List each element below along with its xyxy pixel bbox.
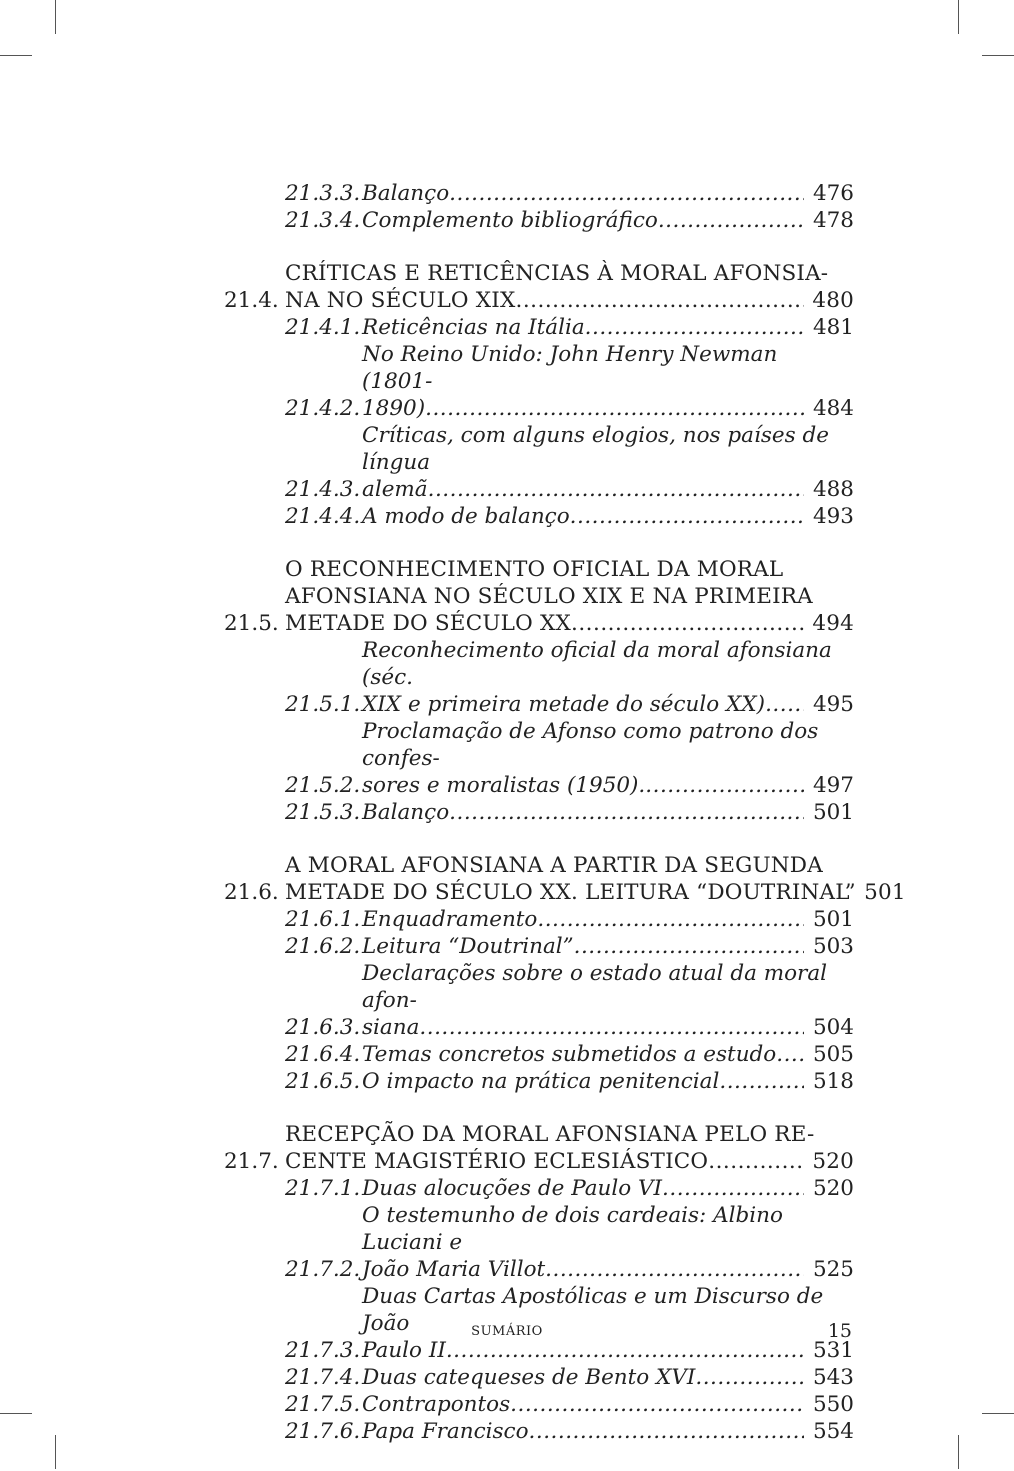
dot-leader [662,1175,804,1202]
subsection-title [362,1175,854,1202]
crop-mark [55,0,56,34]
subsection-number: 21.3.3. [285,181,361,206]
title-line: siana [362,1015,420,1040]
title-line: CENTE MAGISTÉRIO ECLESIÁSTICO [285,1149,709,1174]
subsection-title [362,1202,854,1283]
title-line: NA NO SÉCULO XIX [285,288,516,313]
entry-page-number: 501 [812,800,854,825]
section-title [285,852,906,906]
title-line: João Maria Villot [362,1257,546,1282]
title-line: Críticas, com alguns elogios, nos países de língua [362,423,829,475]
title-line: Balanço [362,181,450,206]
title-last-line [362,1175,854,1202]
subsection-title [362,180,854,207]
title-last-line [362,1391,854,1418]
dot-leader [765,691,804,718]
section-title [285,1121,854,1175]
title-line: Duas alocuções de Paulo VI [362,1176,663,1201]
entry-page-number: 504 [812,1015,854,1040]
subsection-number: 21.5.1. [285,692,361,717]
title-line: CRÍTICAS E RETICÊNCIAS À MORAL AFONSIA- [285,261,829,286]
toc-subsection-entry [224,799,854,826]
title-last-line [362,1068,854,1095]
toc-subsection-entry [224,341,854,422]
dot-leader [658,207,804,234]
subsection-number: 21.6.5. [285,1069,361,1094]
dot-leader [708,1148,804,1175]
running-footer-title: SUMÁRIO [471,1324,543,1339]
entry-page-number: 497 [812,773,854,798]
toc-section-entry [224,260,854,314]
toc-subsection-entry [224,1068,854,1095]
toc-section-entry [224,852,906,906]
subsection-number: 21.5.2. [285,773,361,798]
section-title [285,260,854,314]
title-line: METADE DO SÉCULO XX. LEITURA “DOUTRINAL” [285,880,856,905]
entry-page-number: 554 [812,1419,854,1444]
dot-leader [449,180,804,207]
title-last-line [362,1337,854,1364]
subsection-number: 21.7.3. [285,1338,361,1363]
title-line: AFONSIANA NO SÉCULO XIX E NA PRIMEIRA [285,584,813,609]
title-line: Balanço [362,800,450,825]
subsection-number: 21.4.3. [285,477,361,502]
toc-section [224,180,854,234]
dot-leader [695,1364,804,1391]
title-last-line [362,799,854,826]
title-last-line [285,610,854,637]
subsection-title [362,341,854,422]
title-line: sores e moralistas (1950). [362,773,646,798]
subsection-title [362,503,854,530]
toc-section [224,852,906,1095]
entry-page-number: 520 [812,1149,854,1174]
toc-subsection-entry [224,1391,854,1418]
title-last-line [362,1014,854,1041]
title-line: Contrapontos [362,1392,511,1417]
entry-page-number: 478 [812,208,854,233]
title-line: Paulo II [362,1338,446,1363]
crop-mark [982,55,1014,56]
subsection-number: 21.5.3. [285,800,361,825]
dot-leader [585,314,804,341]
section-title [285,556,854,637]
toc-subsection-entry [224,1418,854,1445]
dot-leader [719,1068,804,1095]
toc-subsection-entry [224,718,854,799]
table-of-contents [224,180,906,1471]
subsection-title [362,960,854,1041]
entry-page-number: 520 [812,1176,854,1201]
entry-page-number: 531 [812,1338,854,1363]
title-line: Enquadramento [362,907,538,932]
title-last-line [362,1041,854,1068]
title-last-line [362,207,854,234]
title-line: Papa Francisco [362,1419,529,1444]
subsection-number: 21.7.4. [285,1365,361,1390]
section-number: 21.7. [224,1149,279,1174]
subsection-number: 21.7.1. [285,1176,361,1201]
subsection-title [362,422,854,503]
subsection-title [362,1364,854,1391]
subsection-title [362,906,854,933]
entry-page-number: 501 [864,880,906,905]
dot-leader [515,287,804,314]
entry-page-number: 518 [812,1069,854,1094]
crop-mark [982,1413,1014,1414]
title-line: Duas Cartas Apostólicas e um Discurso de João [362,1284,824,1336]
subsection-title [362,1391,854,1418]
dot-leader [574,933,804,960]
title-last-line [362,906,854,933]
subsection-number: 21.4.2. [285,396,361,421]
toc-section [224,1121,854,1445]
subsection-number: 21.7.5. [285,1392,361,1417]
title-line: Temas concretos submetidos a estudo [362,1042,777,1067]
dot-leader [428,476,804,503]
toc-subsection-entry [224,422,854,503]
entry-page-number: 476 [812,181,854,206]
title-line: Declarações sobre o estado atual da moral afon- [362,961,828,1013]
entry-page-number: 501 [812,907,854,932]
title-line: METADE DO SÉCULO XX [285,611,572,636]
section-number: 21.5. [224,611,279,636]
dot-leader [645,772,804,799]
title-last-line [362,314,854,341]
toc-subsection-entry [224,960,854,1041]
subsection-title [362,207,854,234]
title-line: Leitura “Doutrinal” [362,934,574,959]
title-last-line [285,879,906,906]
dot-leader [419,1014,804,1041]
title-last-line [362,476,854,503]
subsection-title [362,1041,854,1068]
title-line: O RECONHECIMENTO OFICIAL DA MORAL [285,557,784,582]
entry-page-number: 488 [812,477,854,502]
toc-subsection-entry [224,180,854,207]
entry-page-number: 543 [812,1365,854,1390]
toc-subsection-entry [224,207,854,234]
subsection-title [362,799,854,826]
subsection-title [362,718,854,799]
crop-mark [958,0,959,34]
entry-page-number: 494 [812,611,854,636]
crop-mark [55,1435,56,1469]
title-line: O testemunho de dois cardeais: Albino Luciani e [362,1203,783,1255]
subsection-number: 21.6.1. [285,907,361,932]
entry-page-number: 481 [812,315,854,340]
toc-subsection-entry [224,637,854,718]
title-line: A MORAL AFONSIANA A PARTIR DA SEGUNDA [285,853,823,878]
dot-leader [510,1391,804,1418]
title-line: 1890) [362,396,426,421]
crop-mark [958,1435,959,1469]
title-last-line [362,503,854,530]
toc-section-entry [224,1121,854,1175]
title-last-line [362,1418,854,1445]
title-last-line [362,180,854,207]
subsection-number: 21.3.4. [285,208,361,233]
entry-page-number: 495 [812,692,854,717]
section-number: 21.6. [224,880,279,905]
subsection-title [362,933,854,960]
crop-mark [0,55,32,56]
subsection-title [362,1418,854,1445]
subsection-number: 21.7.6. [285,1419,361,1444]
dot-leader [446,1337,804,1364]
section-number: 21.4. [224,288,279,313]
title-line: O impacto na prática penitencial [362,1069,720,1094]
subsection-number: 21.6.3. [285,1015,361,1040]
entry-page-number: 484 [812,396,854,421]
subsection-title [362,637,854,718]
subsection-number: 21.6.4. [285,1042,361,1067]
title-line: Reticências na Itália [362,315,585,340]
title-line: alemã [362,477,428,502]
crop-mark [0,1413,32,1414]
title-line: No Reino Unido: John Henry Newman (1801- [362,342,778,394]
dot-leader [545,1256,804,1283]
title-line: XIX e primeira metade do século XX) [362,692,766,717]
title-line: Reconhecimento oficial da moral afonsiana (séc. [362,638,832,690]
entry-page-number: 503 [812,934,854,959]
toc-subsection-entry [224,906,854,933]
title-line: Complemento bibliográfico [362,208,658,233]
entry-page-number: 525 [812,1257,854,1282]
dot-leader [776,1041,804,1068]
title-last-line [285,1148,854,1175]
title-last-line [362,691,854,718]
toc-subsection-entry [224,314,854,341]
title-last-line [362,772,854,799]
title-last-line [362,933,854,960]
toc-subsection-entry [224,503,854,530]
title-last-line [362,1256,854,1283]
entry-page-number: 493 [812,504,854,529]
title-last-line [285,287,854,314]
subsection-number: 21.6.2. [285,934,361,959]
page-number: 15 [827,1320,852,1342]
title-line: RECEPÇÃO DA MORAL AFONSIANA PELO RE- [285,1122,815,1147]
title-line: Duas catequeses de Bento XVI [362,1365,696,1390]
title-line: A modo de balanço [362,504,570,529]
title-last-line [362,1364,854,1391]
toc-subsection-entry [224,1202,854,1283]
subsection-number: 21.7.2. [285,1257,361,1282]
dot-leader [570,503,804,530]
dot-leader [571,610,804,637]
dot-leader [537,906,804,933]
dot-leader [425,395,804,422]
toc-section [224,556,854,826]
toc-subsection-entry [224,1364,854,1391]
subsection-title [362,314,854,341]
toc-subsection-entry [224,933,854,960]
toc-section [224,260,854,530]
entry-page-number: 505 [812,1042,854,1067]
title-last-line [362,395,854,422]
subsection-number: 21.4.4. [285,504,361,529]
subsection-title [362,1068,854,1095]
toc-section-entry [224,556,854,637]
entry-page-number: 480 [812,288,854,313]
dot-leader [449,799,804,826]
entry-page-number: 550 [812,1392,854,1417]
toc-subsection-entry [224,1041,854,1068]
toc-subsection-entry [224,1175,854,1202]
subsection-number: 21.4.1. [285,315,361,340]
title-line: Proclamação de Afonso como patrono dos confes- [362,719,819,771]
dot-leader [529,1418,804,1445]
